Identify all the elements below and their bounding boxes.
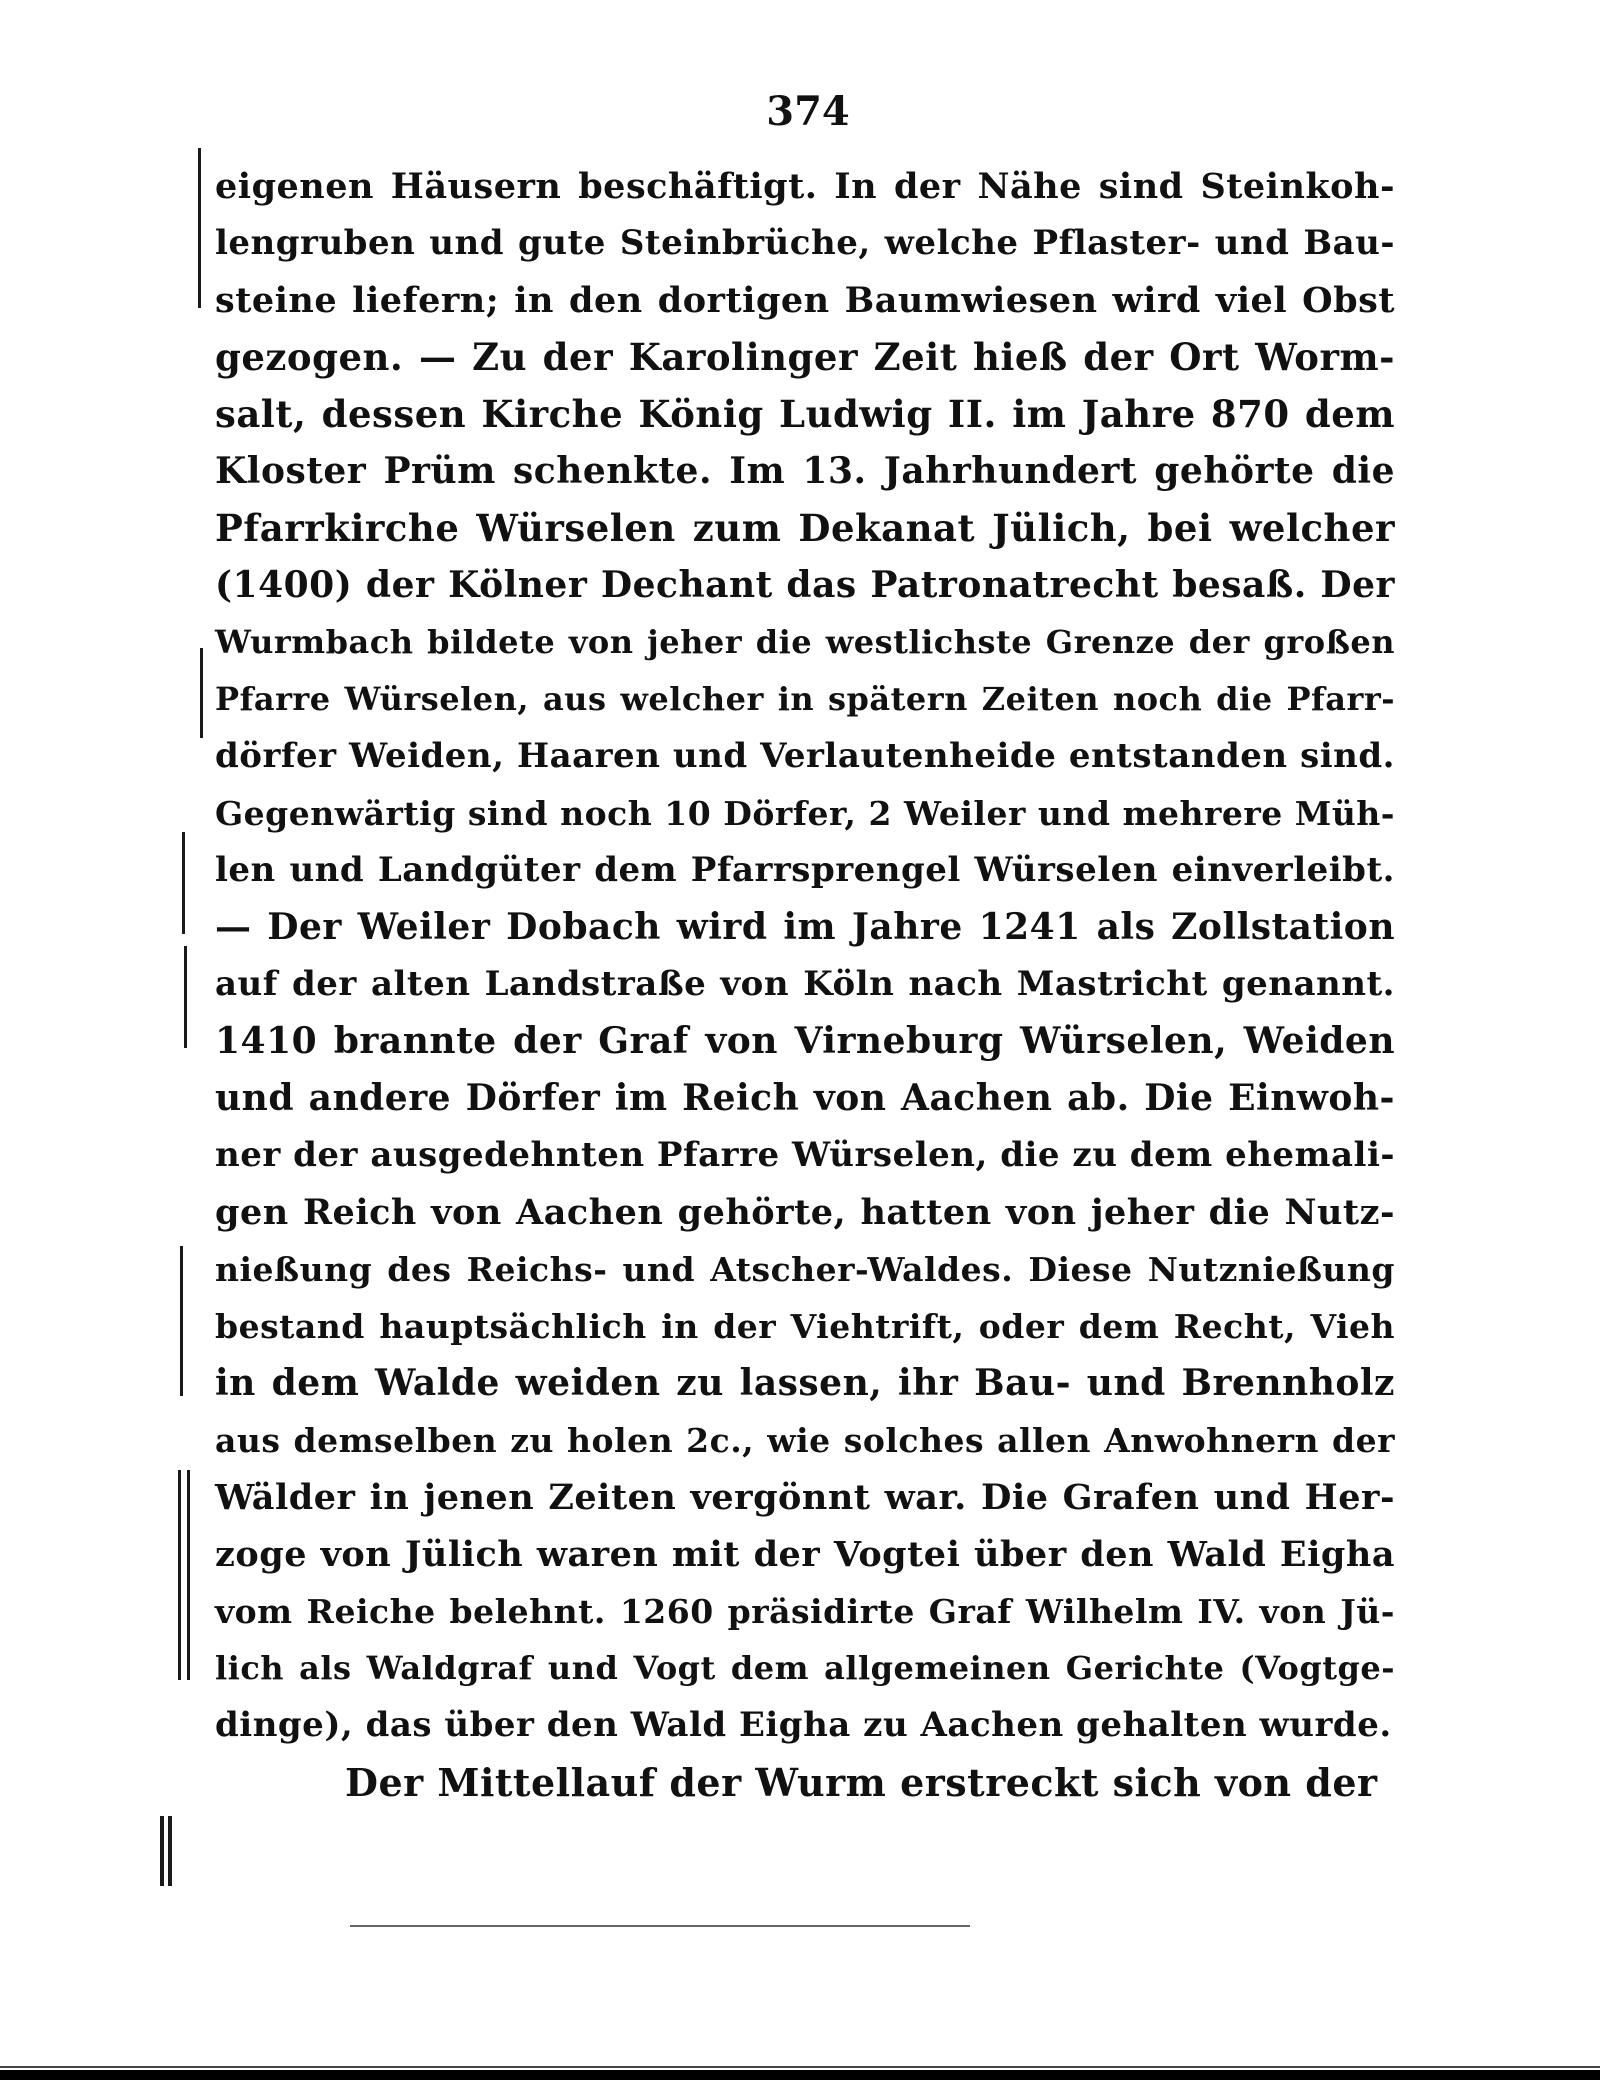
text-line: gen Reich von Aachen gehörte, hatten von jeher die Nutz- [215, 1192, 1395, 1233]
text-line: auf der alten Landstraße von Köln nach Mastricht genannt. [215, 964, 1395, 1004]
bottom-rule [0, 2070, 1600, 2080]
margin-mark [182, 832, 185, 934]
text-line: Pfarre Würselen, aus welcher in spätern Zeiten noch die Pfarr- [215, 680, 1395, 718]
text-line: Gegenwärtig sind noch 10 Dörfer, 2 Weiler und mehrere Müh- [215, 794, 1395, 833]
text-line: gezogen. — Zu der Karolinger Zeit hieß der Ort Worm- [215, 335, 1395, 379]
text-line: lich als Waldgraf und Vogt dem allgemeinen Gerichte (Vogtge- [215, 1649, 1395, 1687]
text-line: Wälder in jenen Zeiten vergönnt war. Die Grafen und Her- [215, 1477, 1395, 1518]
pencil-underline [350, 1925, 970, 1927]
text-line: len und Landgüter dem Pfarrsprengel Würselen einverleibt. [215, 850, 1395, 890]
margin-mark [180, 1246, 183, 1396]
text-line: zoge von Jülich waren mit der Vogtei über den Wald Eigha [215, 1534, 1395, 1575]
text-line: 1410 brannte der Graf von Virneburg Würselen, Weiden [215, 1020, 1395, 1062]
text-line: lengruben und gute Steinbrüche, welche Pflaster- und Bau- [215, 223, 1395, 263]
text-line: aus demselben zu holen 2c., wie solches allen Anwohnern der [215, 1421, 1395, 1460]
margin-mark [168, 1816, 172, 1886]
text-line: dinge), das über den Wald Eigha zu Aachen gehalten wurde. [215, 1705, 1392, 1745]
text-line: bestand hauptsächlich in der Viehtrift, oder dem Recht, Vieh [215, 1307, 1395, 1346]
margin-mark [160, 1816, 164, 1886]
text-line: — Der Weiler Dobach wird im Jahre 1241 als Zollstation [215, 906, 1395, 948]
margin-mark [200, 648, 203, 738]
page-number: 374 [766, 88, 850, 135]
text-line: Kloster Prüm schenkte. Im 13. Jahrhundert gehörte die [215, 450, 1395, 492]
body-text [215, 158, 1395, 1811]
text-line: steine liefern; in den dortigen Baumwiesen wird viel Obst [215, 280, 1395, 321]
text-line: vom Reiche belehnt. 1260 präsidirte Graf Wilhelm IV. von Jü- [215, 1592, 1395, 1631]
text-line: ner der ausgedehnten Pfarre Würselen, die zu dem ehemali- [215, 1135, 1395, 1175]
margin-mark [178, 1470, 181, 1680]
text-line: eigenen Häusern beschäftigt. In der Nähe sind Steinkoh- [215, 166, 1395, 207]
text-line: nießung des Reichs- und Atscher-Waldes. Diese Nutznießung [215, 1250, 1395, 1289]
text-line: Pfarrkirche Würselen zum Dekanat Jülich, bei welcher [215, 506, 1395, 550]
text-line: und andere Dörfer im Reich von Aachen ab. Die Einwoh- [215, 1077, 1395, 1119]
text-line: salt, dessen Kirche König Ludwig II. im Jahre 870 dem [215, 392, 1395, 436]
margin-mark [198, 148, 201, 308]
margin-mark [184, 946, 187, 1048]
text-line: Der Mittellauf der Wurm erstreckt sich von der [345, 1760, 1378, 1805]
text-line: Wurmbach bildete von jeher die westlichste Grenze der großen [215, 623, 1395, 661]
margin-mark [187, 1470, 190, 1680]
text-line: dörfer Weiden, Haaren und Verlautenheide entstanden sind. [215, 736, 1395, 776]
text-line: in dem Walde weiden zu lassen, ihr Bau- und Brennholz [215, 1362, 1395, 1404]
text-line: (1400) der Kölner Dechant das Patronatrecht besaß. Der [215, 564, 1395, 606]
bottom-rule-thin [0, 2066, 1600, 2068]
